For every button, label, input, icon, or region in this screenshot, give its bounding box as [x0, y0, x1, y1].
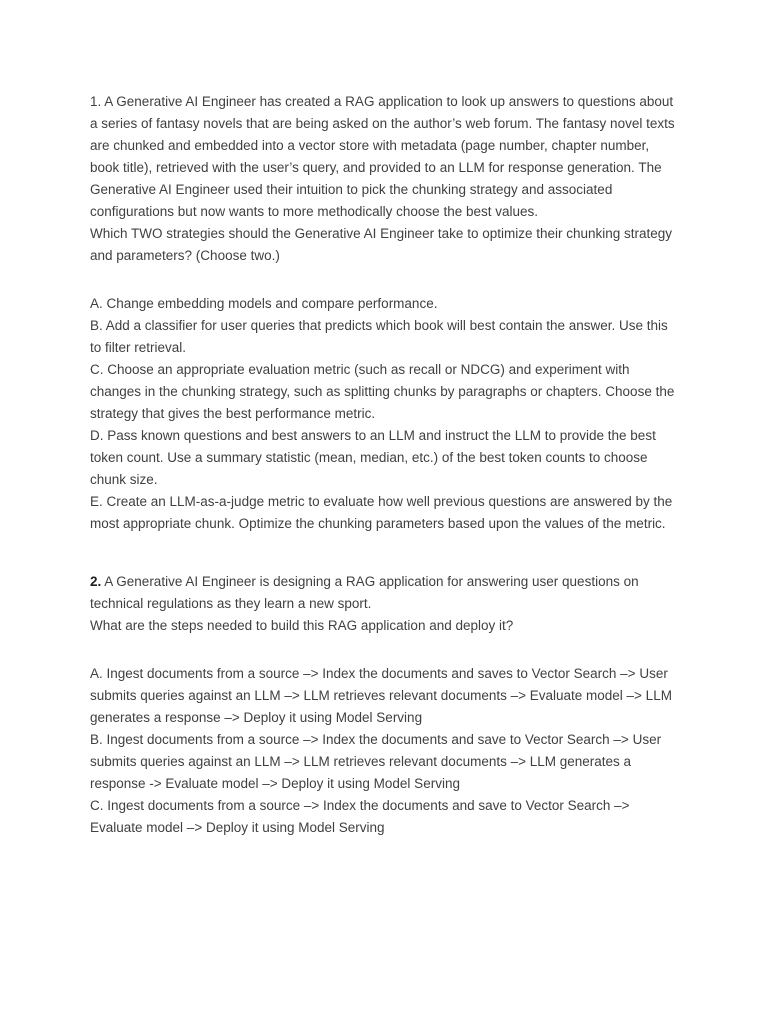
question-2-option-c: C. Ingest documents from a source –> Index the documents and save to Vector Search –> Evaluate model –> Deploy it using Model Serving: [90, 798, 630, 835]
question-1: [90, 91, 680, 535]
question-1-stem-text: A Generative AI Engineer has created a RAG application to look up answers to questions about a series of fantasy novels that are being asked on the author’s web forum. The fantasy novel texts are chunked and embedded into a vector store with metadata (page number, chapter number, book title), retrieved with the user’s query, and provided to an LLM for response generation. The Generative AI Engineer used their intuition to pick the chunking strategy and associated configurations but now wants to more methodically choose the best values.: [90, 94, 675, 219]
question-2-stem: [90, 571, 680, 615]
question-1-option-e: E. Create an LLM-as-a-judge metric to evaluate how well previous questions are answered by the most appropriate chunk. Optimize the chunking parameters based upon the values of the metric.: [90, 494, 673, 531]
question-2-option-a: A. Ingest documents from a source –> Index the documents and saves to Vector Search –> User submits queries against an LLM –> LLM retrieves relevant documents –> Evaluate model –> LLM generates a response –> Deploy it using Model Serving: [90, 666, 672, 725]
question-1-number: 1.: [90, 94, 102, 109]
question-2-prompt: What are the steps needed to build this RAG application and deploy it?: [90, 618, 514, 633]
question-2: [90, 571, 680, 839]
question-2-option-b: B. Ingest documents from a source –> Index the documents and save to Vector Search –> User submits queries against an LLM –> LLM retrieves relevant documents –> LLM generates a response -> Evaluate model –> Deploy it using Model Serving: [90, 732, 662, 791]
question-2-stem-text: A Generative AI Engineer is designing a RAG application for answering user questions on technical regulations as they learn a new sport.: [90, 574, 639, 611]
question-1-prompt: Which TWO strategies should the Generative AI Engineer take to optimize their chunking strategy and parameters? (Choose two.): [90, 226, 673, 263]
question-1-option-a: A. Change embedding models and compare performance.: [90, 296, 438, 311]
question-1-option-b: B. Add a classifier for user queries that predicts which book will best contain the answer. Use this to filter retrieval.: [90, 318, 668, 355]
document-page: [90, 91, 680, 839]
question-1-stem: [90, 91, 680, 223]
question-2-number: 2.: [90, 574, 102, 589]
question-1-option-d: D. Pass known questions and best answers to an LLM and instruct the LLM to provide the best token count. Use a summary statistic (mean, median, etc.) of the best token counts to choose chunk size.: [90, 428, 656, 487]
question-1-option-c: C. Choose an appropriate evaluation metric (such as recall or NDCG) and experiment with changes in the chunking strategy, such as splitting chunks by paragraphs or chapters. Choose the strategy that gives the best performance metric.: [90, 362, 675, 421]
